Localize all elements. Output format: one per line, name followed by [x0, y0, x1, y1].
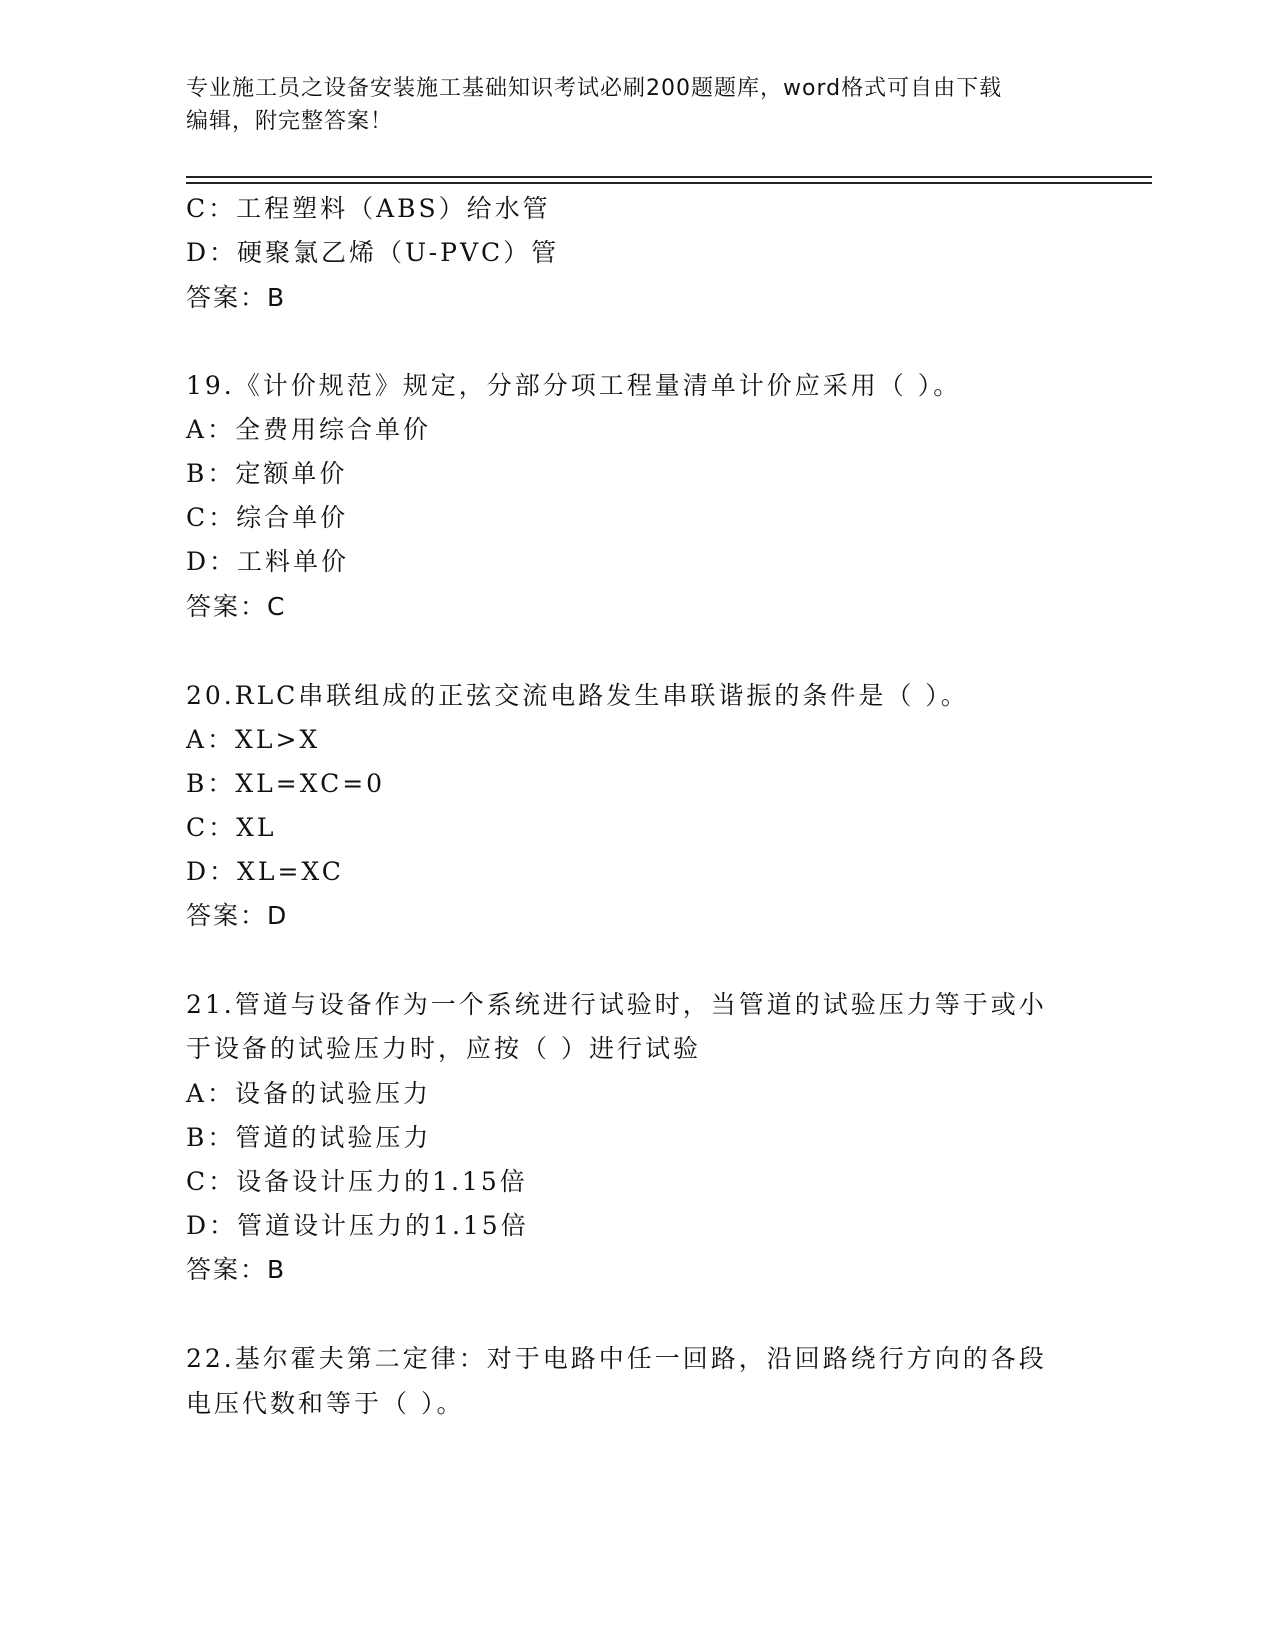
document-header	[186, 72, 1086, 138]
q21-question-line-2: 于设备的试验压力时，应按（ ）进行试验	[186, 1034, 701, 1063]
q18-option-c: C：工程塑料（ABS）给水管	[186, 194, 551, 223]
header-divider-top	[186, 176, 1152, 178]
q20-option-a: A：XL>X	[186, 725, 321, 754]
q19-question: 19.《计价规范》规定，分部分项工程量清单计价应采用（ ）。	[186, 371, 962, 400]
q21-option-b: B：管道的试验压力	[186, 1123, 432, 1152]
header-divider-bottom	[186, 182, 1152, 184]
q20-question: 20.RLC串联组成的正弦交流电路发生串联谐振的条件是（ ）。	[186, 681, 969, 710]
q22-question-line-2: 电压代数和等于（ ）。	[186, 1389, 465, 1418]
q21-answer: 答案：B	[186, 1255, 287, 1284]
q19-option-a: A：全费用综合单价	[186, 415, 432, 444]
q19-option-d: D：工料单价	[186, 547, 350, 576]
q19-option-b: B：定额单价	[186, 459, 348, 488]
q22-question-line-1: 22.基尔霍夫第二定律：对于电路中任一回路，沿回路绕行方向的各段	[186, 1344, 1047, 1373]
q19-option-c: C：综合单价	[186, 503, 349, 532]
q19-answer: 答案：C	[186, 592, 287, 621]
q20-answer: 答案：D	[186, 901, 289, 930]
q21-question-line-1: 21.管道与设备作为一个系统进行试验时，当管道的试验压力等于或小	[186, 990, 1047, 1019]
q21-option-d: D：管道设计压力的1.15倍	[186, 1211, 529, 1240]
q20-option-c: C：XL	[186, 813, 277, 842]
q18-option-d: D：硬聚氯乙烯（U-PVC）管	[186, 238, 560, 267]
header-line-2: 编辑，附完整答案！	[186, 109, 394, 134]
q20-option-b: B：XL=XC=0	[186, 769, 386, 798]
q21-option-c: C：设备设计压力的1.15倍	[186, 1167, 528, 1196]
q20-option-d: D：XL=XC	[186, 857, 344, 886]
header-line-1: 专业施工员之设备安装施工基础知识考试必刷200题题库，word格式可自由下载	[186, 76, 1003, 101]
q18-answer: 答案：B	[186, 283, 287, 312]
q21-option-a: A：设备的试验压力	[186, 1079, 432, 1108]
